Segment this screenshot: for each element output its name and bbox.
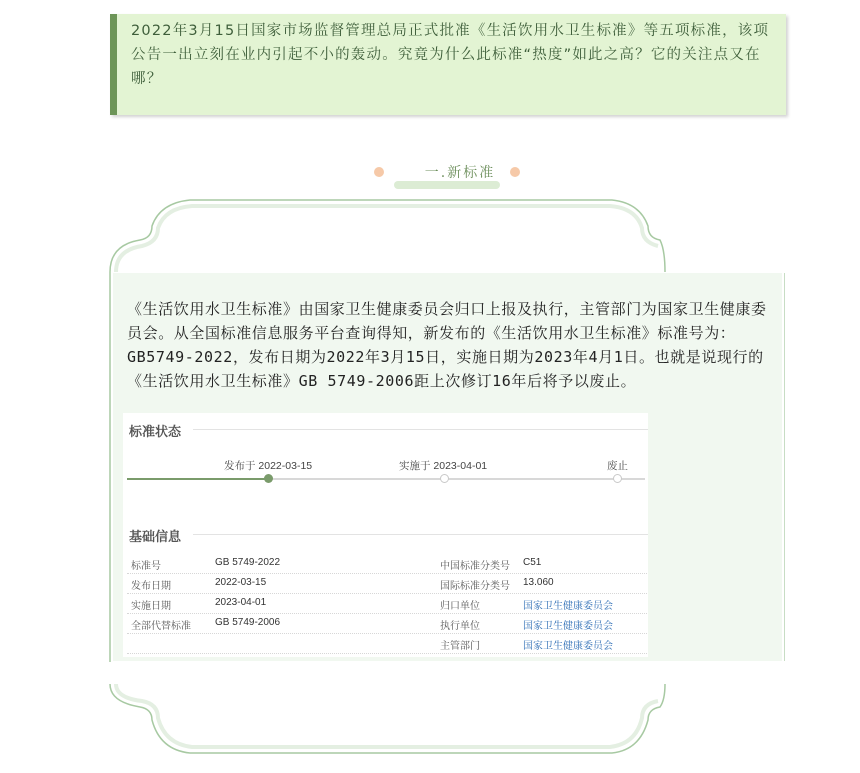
heading-underline: [394, 181, 500, 189]
info-key: 发布日期: [131, 581, 171, 592]
timeline-node-abolished: [613, 474, 622, 483]
intro-quote-box: [110, 14, 786, 115]
right-dot-icon: [510, 167, 520, 177]
info-key: 实施日期: [131, 601, 171, 612]
info-link[interactable]: 国家卫生健康委员会: [523, 621, 613, 632]
step-label-abolished: 废止: [607, 460, 628, 472]
timeline-node-implemented: [440, 474, 449, 483]
info-link[interactable]: 国家卫生健康委员会: [523, 601, 613, 612]
standard-info-card: [123, 413, 648, 657]
info-value: 2022-03-15: [215, 577, 267, 588]
info-row: [127, 613, 647, 634]
info-key: 执行单位: [440, 621, 480, 632]
info-title: 基础信息: [129, 529, 182, 544]
info-value: GB 5749-2006: [215, 617, 281, 628]
info-key: 主管部门: [440, 641, 480, 652]
info-value: 13.060: [523, 577, 554, 588]
info-value: GB 5749-2022: [215, 557, 281, 568]
section-title: 一.新标准: [424, 165, 496, 181]
info-divider: [193, 534, 648, 535]
panel-right-border: [784, 273, 785, 661]
timeline-node-published: [264, 474, 273, 483]
section-heading: [0, 160, 860, 194]
info-row: [127, 573, 647, 594]
info-row: [127, 553, 647, 574]
step-label-implemented: 实施于 2023-04-01: [399, 460, 488, 472]
body-paragraph: 《生活饮用水卫生标准》由国家卫生健康委员会归口上报及执行，主管部门为国家卫生健康委员会。从全国标准信息服务平台查询得知，新发布的《生活饮用水卫生标准》标准号为：GB5749-2022，发布日期为2022年3月15日，实施日期为2023年4月1日。也就是说现行的《生活饮用水卫生标准》GB 5749-2006距上次修订16年后将予以废止。: [127, 300, 767, 390]
info-value: C51: [523, 557, 542, 568]
info-link[interactable]: 国家卫生健康委员会: [523, 641, 613, 652]
info-key: 标准号: [131, 561, 161, 572]
status-divider: [193, 429, 648, 430]
info-row: [127, 633, 647, 654]
info-key: 国际标准分类号: [440, 581, 510, 592]
info-row: [127, 593, 647, 614]
timeline-progress: [127, 478, 269, 480]
info-value: 2023-04-01: [215, 597, 267, 608]
status-title: 标准状态: [129, 424, 182, 439]
info-key: 中国标准分类号: [440, 561, 510, 572]
intro-text: 2022年3月15日国家市场监督管理总局正式批准《生活饮用水卫生标准》等五项标准，该项公告一出立刻在业内引起不小的轰动。究竟为什么此标准“热度”如此之高？它的关注点又在哪？: [131, 23, 770, 87]
info-key: 归口单位: [440, 601, 480, 612]
step-label-published: 发布于 2022-03-15: [224, 460, 313, 472]
info-key: 全部代替标准: [131, 621, 191, 632]
